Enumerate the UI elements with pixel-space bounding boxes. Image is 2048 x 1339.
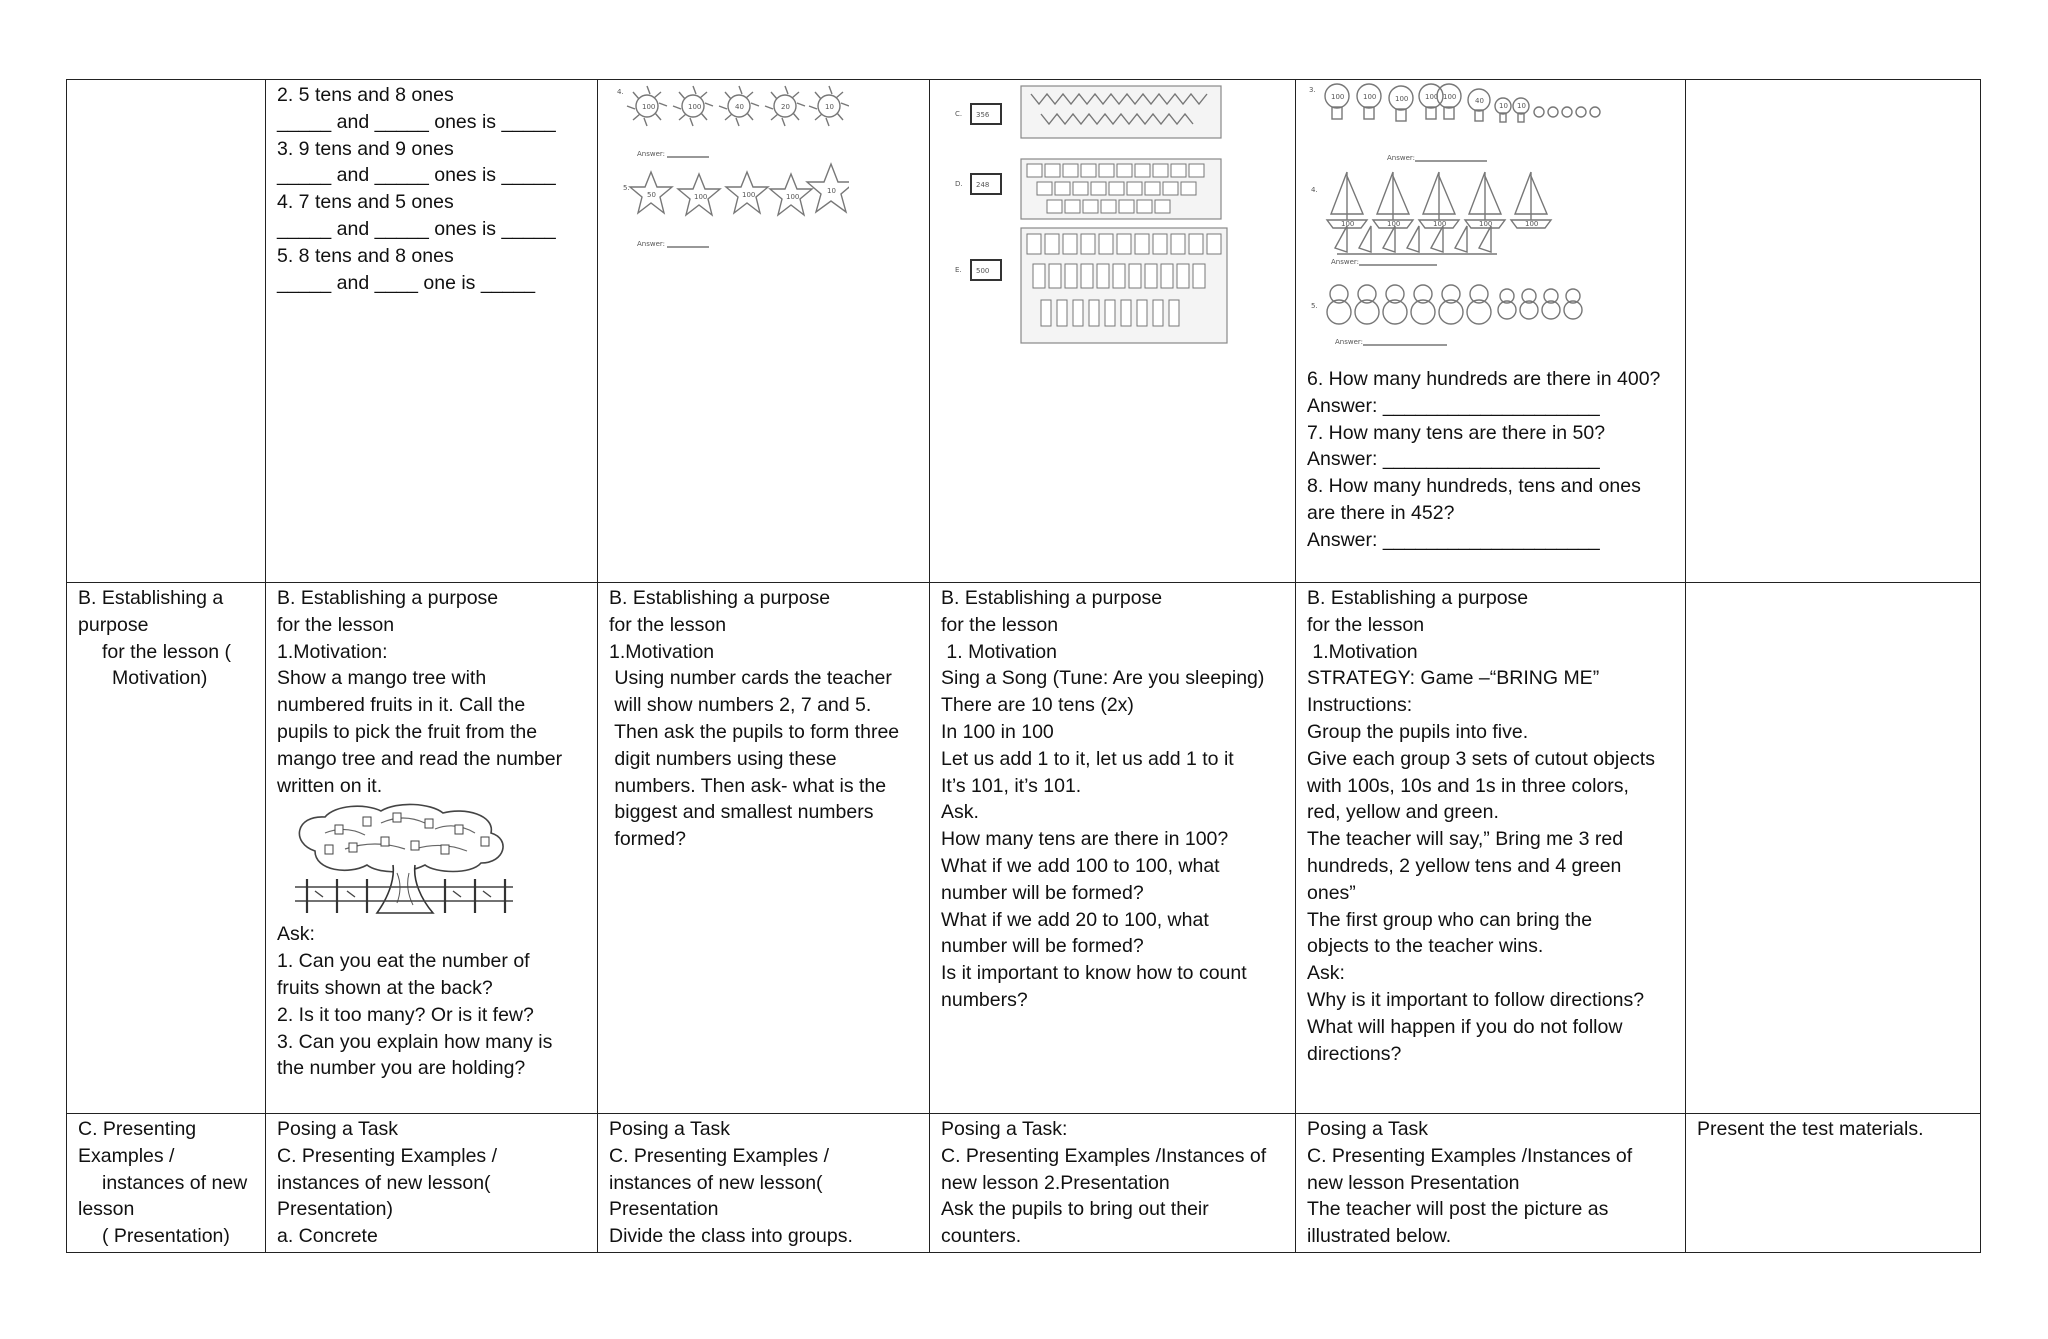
text-line: What if we add 20 to 100, what — [941, 908, 1209, 931]
answer-label: Answer: — [1387, 154, 1416, 162]
boat-value: 100 — [1525, 220, 1539, 228]
exercise-list — [277, 82, 587, 296]
row-label-cell — [67, 583, 266, 1114]
text-line: Group the pupils into five. — [1307, 720, 1529, 743]
row-label-line: purpose — [78, 613, 149, 636]
star-value: 100 — [742, 191, 756, 199]
sun-value: 20 — [781, 103, 790, 111]
text-line: Posing a Task — [609, 1118, 731, 1140]
answer-label: Answer: — [637, 150, 666, 158]
text-line: 1.Motivation — [1307, 640, 1418, 663]
item-value: 248 — [976, 181, 990, 189]
bulb-value: 100 — [1395, 95, 1409, 103]
text-line: Posing a Task — [277, 1118, 399, 1140]
boat-value: 100 — [1341, 220, 1355, 228]
text-line: B. Establishing a purpose — [277, 587, 499, 609]
bulbs-boats-bears-worksheet-image — [1307, 82, 1617, 352]
text-line: instances of new lesson( — [609, 1171, 823, 1194]
sun-value: 100 — [688, 103, 702, 111]
text-line: Let us add 1 to it, let us add 1 to it — [941, 747, 1234, 770]
text-line: Is it important to know how to count — [941, 962, 1247, 985]
day2-cell — [598, 80, 930, 583]
text-line: numbers? — [941, 988, 1028, 1011]
row-label-line: C. Presenting — [78, 1118, 197, 1140]
item-value: 500 — [976, 267, 990, 275]
text-line: 2. Is it too many? Or is it few? — [277, 1003, 534, 1026]
text-line: biggest and smallest numbers — [609, 801, 874, 824]
text-line: B. Establishing a purpose — [941, 587, 1163, 609]
item-number: 5. — [623, 184, 630, 192]
exercise-line: _____ and _____ ones is _____ — [277, 217, 556, 240]
text-line: illustrated below. — [1307, 1225, 1452, 1248]
bulb-value: 40 — [1475, 97, 1484, 105]
text-line: In 100 in 100 — [941, 720, 1054, 743]
row-label-cell — [67, 1114, 266, 1253]
day1-cell — [266, 583, 598, 1114]
question-line: are there in 452? — [1307, 501, 1455, 524]
text-line: It’s 101, it’s 101. — [941, 774, 1082, 797]
table-row — [67, 1114, 1981, 1253]
star-value: 100 — [694, 193, 708, 201]
text-line: STRATEGY: Game –“BRING ME” — [1307, 667, 1600, 690]
day5-cell — [1686, 1114, 1981, 1253]
suns-stars-worksheet-image — [609, 82, 849, 252]
row-label-line: Examples / — [78, 1144, 175, 1167]
boat-value: 100 — [1433, 220, 1447, 228]
day4-cell — [1296, 1114, 1686, 1253]
star-value: 10 — [827, 187, 836, 195]
text-line: with 100s, 10s and 1s in three colors, — [1307, 774, 1629, 797]
item-number: 4. — [1311, 186, 1318, 194]
question-line: 8. How many hundreds, tens and ones — [1307, 475, 1641, 498]
exercise-line: 4. 7 tens and 5 ones — [277, 191, 454, 214]
day2-cell — [598, 1114, 930, 1253]
day5-cell — [1686, 583, 1981, 1114]
mango-tree-image — [285, 803, 525, 921]
text-line: number will be formed? — [941, 881, 1144, 904]
text-line: Show a mango tree with — [277, 667, 487, 690]
day4-cell — [1296, 583, 1686, 1114]
text-line: ones” — [1307, 881, 1356, 904]
boat-shapes — [1327, 172, 1551, 254]
text-line: Presentation) — [277, 1198, 393, 1221]
text-line: C. Presenting Examples / — [609, 1144, 830, 1167]
text-line: digit numbers using these — [609, 747, 837, 770]
text-line: hundreds, 2 yellow tens and 4 green — [1307, 854, 1622, 877]
star-value: 100 — [786, 193, 800, 201]
item-letter: D. — [955, 180, 963, 188]
item-value: 356 — [976, 111, 990, 119]
exercise-line: 5. 8 tens and 8 ones — [277, 244, 454, 267]
item-letter: C. — [955, 110, 963, 118]
row-label-line: B. Establishing a — [78, 587, 224, 609]
text-line: counters. — [941, 1225, 1022, 1248]
text-line: red, yellow and green. — [1307, 801, 1499, 824]
text-line: the number you are holding? — [277, 1057, 526, 1080]
day3-cell — [930, 583, 1296, 1114]
text-line: numbered fruits in it. Call the — [277, 694, 526, 717]
sun-shapes — [627, 86, 849, 126]
text-line: What will happen if you do not follow — [1307, 1015, 1623, 1038]
text-line: a. Concrete — [277, 1225, 378, 1248]
row-label-line: ( Presentation) — [102, 1225, 230, 1248]
text-line: 1. Can you eat the number of — [277, 950, 530, 973]
text-line: Using number cards the teacher — [609, 667, 892, 690]
day3-cell — [930, 1114, 1296, 1253]
row-label-cell — [67, 80, 266, 583]
exercise-line: _____ and ____ one is _____ — [277, 271, 536, 294]
row-label-line: instances of new — [102, 1171, 248, 1194]
text-line: will show numbers 2, 7 and 5. — [609, 694, 872, 717]
text-line: Instructions: — [1307, 694, 1413, 717]
text-line: new lesson Presentation — [1307, 1171, 1520, 1194]
day1-cell — [266, 1114, 598, 1253]
text-line: fruits shown at the back? — [277, 976, 493, 999]
bulb-value: 10 — [1517, 102, 1526, 110]
text-line: mango tree and read the number — [277, 747, 563, 770]
answer-label: Answer: — [1331, 258, 1360, 266]
text-line: Presentation — [609, 1198, 719, 1221]
text-line: C. Presenting Examples / — [277, 1144, 498, 1167]
text-line: How many tens are there in 100? — [941, 828, 1229, 851]
answer-label: Answer: — [1335, 338, 1364, 346]
bulb-value: 100 — [1331, 93, 1345, 101]
item-number: 5. — [1311, 302, 1318, 310]
text-line: Divide the class into groups. — [609, 1225, 853, 1248]
sun-value: 40 — [735, 103, 744, 111]
text-line: for the lesson — [609, 613, 727, 636]
text-line: What if we add 100 to 100, what — [941, 854, 1220, 877]
row-label-line: for the lesson ( — [102, 640, 231, 663]
table-row — [67, 583, 1981, 1114]
table-row — [67, 80, 1981, 583]
text-line: Ask. — [941, 801, 979, 824]
day5-cell — [1686, 80, 1981, 583]
item-letter: E. — [955, 266, 962, 274]
text-line: 1. Motivation — [941, 640, 1057, 663]
bulb-value: 100 — [1363, 93, 1377, 101]
bulb-value: 10 — [1499, 102, 1508, 110]
question-line: 7. How many tens are there in 50? — [1307, 421, 1606, 444]
bulb-value: 100 — [1443, 93, 1457, 101]
text-line: The teacher will say,” Bring me 3 red — [1307, 828, 1624, 851]
text-line: Then ask the pupils to form three — [609, 720, 900, 743]
text-line: for the lesson — [277, 613, 395, 636]
row-label-line: lesson — [78, 1198, 135, 1221]
text-line: new lesson 2.Presentation — [941, 1171, 1170, 1194]
boat-value: 100 — [1387, 220, 1401, 228]
item-number: 3. — [1309, 86, 1316, 94]
text-line: objects to the teacher wins. — [1307, 935, 1544, 958]
row-label-line: Motivation) — [112, 667, 208, 690]
text-line: Posing a Task — [1307, 1118, 1429, 1140]
text-line: instances of new lesson( — [277, 1171, 491, 1194]
day2-cell — [598, 583, 930, 1114]
text-line: for the lesson — [941, 613, 1059, 636]
text-line: C. Presenting Examples /Instances of — [941, 1144, 1267, 1167]
exercise-line: _____ and _____ ones is _____ — [277, 164, 556, 187]
text-line: Why is it important to follow directions? — [1307, 988, 1645, 1011]
text-line: B. Establishing a purpose — [1307, 587, 1529, 609]
text-line: There are 10 tens (2x) — [941, 694, 1134, 717]
text-line: directions? — [1307, 1042, 1402, 1065]
text-line: formed? — [609, 828, 686, 851]
text-line: Ask the pupils to bring out their — [941, 1198, 1209, 1221]
bear-shapes — [1327, 285, 1582, 324]
day3-cell — [930, 80, 1296, 583]
text-line: 1.Motivation — [609, 640, 715, 663]
star-value: 50 — [647, 191, 656, 199]
question-line: Answer: ____________________ — [1307, 394, 1600, 417]
exercise-line: _____ and _____ ones is _____ — [277, 110, 556, 133]
question-line: 6. How many hundreds are there in 400? — [1307, 368, 1661, 390]
text-line: 3. Can you explain how many is — [277, 1030, 553, 1053]
exercise-line: 3. 9 tens and 9 ones — [277, 137, 454, 160]
text-line: Sing a Song (Tune: Are you sleeping) — [941, 667, 1265, 690]
text-line: Ask: — [1307, 962, 1345, 985]
question-line: Answer: ____________________ — [1307, 528, 1600, 551]
star-shapes — [630, 164, 849, 215]
day4-cell — [1296, 80, 1686, 583]
text-line: for the lesson — [1307, 613, 1425, 636]
text-line: Ask: — [277, 923, 315, 946]
bulb-shapes — [1325, 84, 1600, 122]
text-line: number will be formed? — [941, 935, 1144, 958]
item-number: 4. — [617, 88, 624, 96]
sun-value: 100 — [642, 103, 656, 111]
lesson-plan-table — [66, 79, 1981, 1253]
text-line: Present the test materials. — [1697, 1118, 1924, 1140]
text-line: Posing a Task: — [941, 1118, 1068, 1140]
text-line: 1.Motivation: — [277, 640, 388, 663]
text-line: written on it. — [277, 774, 383, 797]
text-line: The first group who can bring the — [1307, 908, 1593, 931]
text-line: Give each group 3 sets of cutout objects — [1307, 747, 1655, 770]
text-line: C. Presenting Examples /Instances of — [1307, 1144, 1633, 1167]
question-list — [1307, 366, 1675, 554]
boat-value: 100 — [1479, 220, 1493, 228]
text-line: numbers. Then ask- what is the — [609, 774, 887, 797]
text-line: B. Establishing a purpose — [609, 587, 831, 609]
exercise-line: 2. 5 tens and 8 ones — [277, 84, 454, 106]
text-line: pupils to pick the fruit from the — [277, 720, 538, 743]
sun-value: 10 — [825, 103, 834, 111]
text-line: The teacher will post the picture as — [1307, 1198, 1609, 1221]
question-line: Answer: ____________________ — [1307, 448, 1600, 471]
day1-cell — [266, 80, 598, 583]
place-value-blocks-image — [941, 82, 1231, 347]
bulb-value: 100 — [1425, 93, 1439, 101]
answer-label: Answer: — [637, 240, 666, 248]
